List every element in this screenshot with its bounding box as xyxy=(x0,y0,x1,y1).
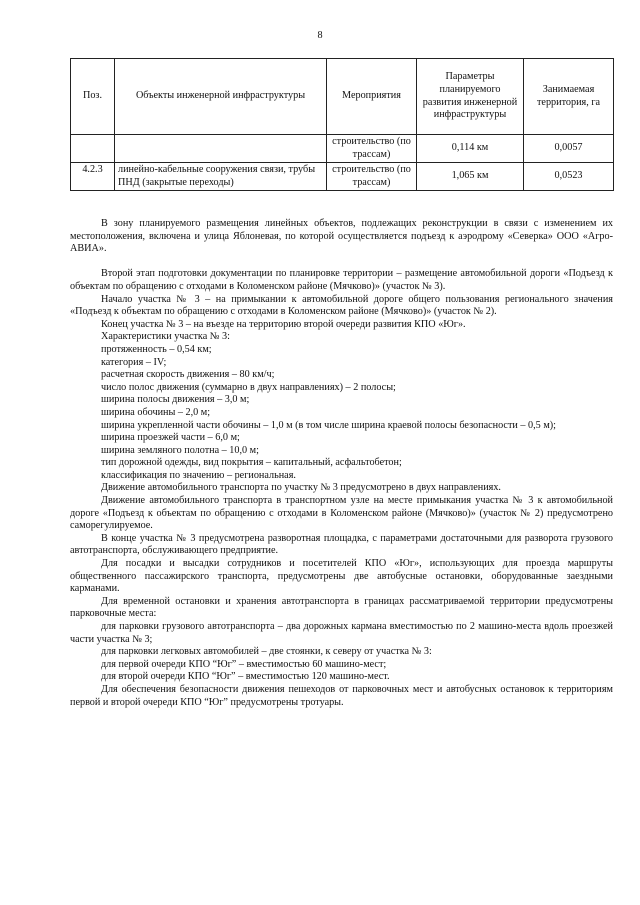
row-territory: 0,0057 xyxy=(524,135,614,163)
infrastructure-table xyxy=(70,58,614,191)
row-position xyxy=(71,135,115,163)
characteristic-item: ширина укрепленной части обочины – 1,0 м (в том числе ширина краевой полосы безопасности – 0,5 м); xyxy=(101,419,556,431)
header-parameters: Параметры планируемого развития инженерной инфраструктуры xyxy=(417,59,524,135)
parking-item: для парковки грузового автотранспорта – два дорожных кармана вместимостью по 2 машино-места вдоль проезжей части участка № 3; xyxy=(70,621,613,645)
table-header-row xyxy=(71,59,614,135)
row-object xyxy=(115,135,327,163)
paragraph-yablonevaya: В зону планируемого размещения линейных объектов, подлежащих реконструкции в связи с изменением их местоположения, включена и улица Яблоневая, по которой осуществляется подъезд к аэродрому «Северка» ООО «Агро-АВИА». xyxy=(70,218,613,255)
document-body xyxy=(70,218,613,709)
header-position: Поз. xyxy=(71,59,115,135)
row-territory: 0,0523 xyxy=(524,163,614,191)
paragraph-turnaround: В конце участка № 3 предусмотрена разворотная площадка, с параметрами достаточными для разворота грузового автотранспорта, обслуживающего предприятие. xyxy=(70,532,613,557)
paragraph-section-end: Конец участка № 3 – на въезде на территорию второй очереди развития КПО «Юг». xyxy=(101,318,466,330)
row-measure: строительство (по трассам) xyxy=(327,163,417,191)
paragraph-traffic-directions: Движение автомобильного транспорта по участку № 3 предусмотрено в двух направлениях. xyxy=(101,482,501,494)
characteristic-item: ширина полосы движения – 3,0 м; xyxy=(101,394,250,406)
characteristic-item: тип дорожной одежды, вид покрытия – капитальный, асфальтобетон; xyxy=(101,457,402,469)
characteristic-item: число полос движения (суммарно в двух направлениях) – 2 полосы; xyxy=(101,381,396,393)
row-parameter: 0,114 км xyxy=(417,135,524,163)
parking-item: для второй очереди КПО “Юг” – вместимостью 120 машино-мест. xyxy=(101,671,390,683)
characteristic-item: расчетная скорость движения – 80 км/ч; xyxy=(101,369,275,381)
header-measures: Мероприятия xyxy=(327,59,417,135)
row-measure: строительство (по трассам) xyxy=(327,135,417,163)
characteristics-heading: Характеристики участка № 3: xyxy=(101,331,230,343)
characteristic-item: ширина обочины – 2,0 м; xyxy=(101,406,211,418)
characteristic-item: протяженность – 0,54 км; xyxy=(101,343,212,355)
header-territory: Занимаемая территория, га xyxy=(524,59,614,135)
paragraph-sidewalks: Для обеспечения безопасности движения пешеходов от парковочных мест и автобусных остановок к территориям первой и второй очереди КПО “Юг” предусмотрены тротуары. xyxy=(70,683,613,708)
paragraph-parking: Для временной остановки и хранения автотранспорта в границах рассматриваемой территории предусмотрены парковочные места: xyxy=(70,595,613,620)
paragraph-second-stage: Второй этап подготовки документации по планировке территории – размещение автомобильной дороги «Подъезд к объектам по обращению с отходами в Коломенском районе (Мячково)» (участок № 3). xyxy=(70,268,613,292)
row-object: линейно-кабельные сооружения связи, трубы ПНД (закрытые переходы) xyxy=(115,163,327,191)
page-number: 8 xyxy=(317,30,323,41)
characteristic-item: ширина проезжей части – 6,0 м; xyxy=(101,432,240,444)
parking-item: для парковки легковых автомобилей – две стоянки, к северу от участка № 3: xyxy=(101,646,432,658)
characteristic-item: категория – IV; xyxy=(101,356,167,368)
table-row xyxy=(71,163,614,191)
characteristic-item: классификация по значению – региональная. xyxy=(101,469,296,481)
row-parameter: 1,065 км xyxy=(417,163,524,191)
header-objects: Объекты инженерной инфраструктуры xyxy=(115,59,327,135)
paragraph-section-start: Начало участка № 3 – на примыкании к автомобильной дороге общего пользования регионального значения «Подъезд к объектам по обращению с отходами в Коломенском районе (Мячково)» (участок № 2). xyxy=(70,293,613,318)
parking-item: для первой очереди КПО “Юг” – вместимостью 60 машино-мест; xyxy=(101,658,387,670)
row-position: 4.2.3 xyxy=(71,163,115,191)
paragraph-junction: Движение автомобильного транспорта в транспортном узле на месте примыкания участка № 3 к автомобильной дороге «Подъезд к объектам по обращению с отходами в Коломенском районе (Мячково)» (участок № 2) предусмотрено саморегулируемое. xyxy=(70,495,613,532)
characteristic-item: ширина земляного полотна – 10,0 м; xyxy=(101,444,259,456)
paragraph-bus-stops: Для посадки и высадки сотрудников и посетителей КПО «Юг», использующих для проезда маршруты общественного пассажирского транспорта, предусмотрены две автобусные остановки, оборудованные заездными карманами. xyxy=(70,558,613,595)
table-row xyxy=(71,135,614,163)
